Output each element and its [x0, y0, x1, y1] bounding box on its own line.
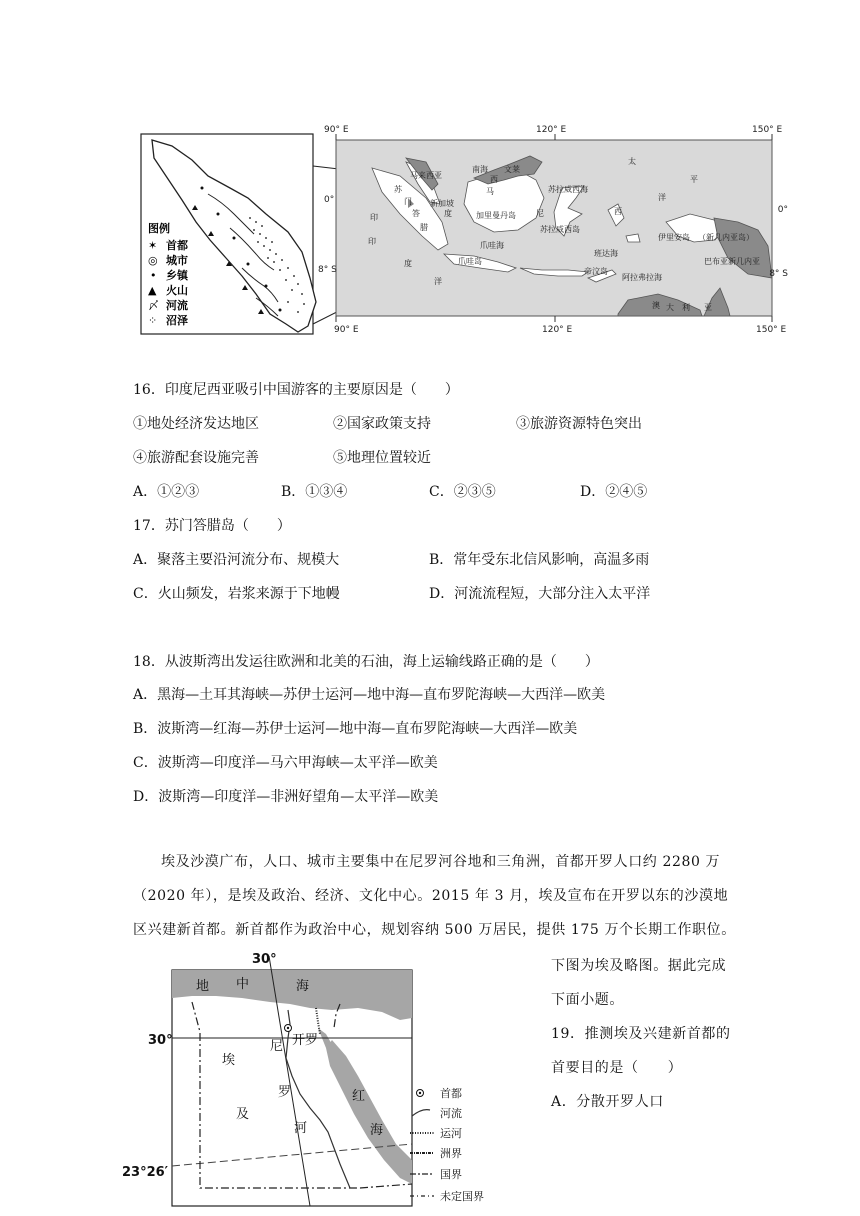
- place-label: 苏拉威西海: [548, 185, 588, 194]
- place-label: 帝汶岛: [584, 267, 608, 276]
- question-18-stem: 18．从波斯湾出发运往欧洲和北美的石油，海上运输线路正确的是（ ）: [133, 654, 599, 670]
- question-19-stem: 首要目的是（ ）: [551, 1060, 683, 1076]
- option: C．波斯湾—印度洋—马六甲海峡—太平洋—欧美: [133, 755, 438, 771]
- lon-label: 30°: [252, 952, 277, 967]
- statement: ③旅游资源特色突出: [516, 416, 642, 432]
- place-label: 埃: [222, 1053, 236, 1068]
- legend-item: 首都: [166, 239, 188, 252]
- legend-item: 河流: [440, 1107, 462, 1120]
- lon-label: 150° E: [756, 325, 787, 335]
- lon-label: 120° E: [542, 325, 573, 335]
- lon-label: 90° E: [324, 125, 349, 135]
- place-label: 红: [352, 1089, 366, 1104]
- place-label: 大: [666, 303, 674, 312]
- question-19-stem: 19．推测埃及兴建新首都的: [551, 1026, 731, 1042]
- option: B．①③④: [281, 484, 348, 500]
- statement: ④旅游配套设施完善: [133, 450, 259, 466]
- legend-item: 城市: [166, 254, 188, 267]
- lat-label: 8° S: [769, 269, 788, 279]
- lat-label: 0°: [324, 195, 335, 205]
- legend-item: 未定国界: [440, 1190, 484, 1203]
- place-label: 利: [682, 303, 690, 312]
- place-label: 南海: [472, 165, 488, 174]
- place-label: 西: [614, 207, 622, 216]
- option: A．分散开罗人口: [551, 1094, 664, 1110]
- place-label: 海: [296, 979, 310, 994]
- river-icon: 〆: [148, 299, 159, 312]
- lon-label: 90° E: [334, 325, 359, 335]
- option: C．火山频发，岩浆来源于下地幔: [133, 586, 340, 602]
- option: B．常年受东北信风影响，高温多雨: [429, 552, 650, 568]
- legend-item: 火山: [166, 284, 188, 297]
- place-label: 答: [412, 209, 420, 218]
- passage-line: 埃及沙漠广布，人口、城市主要集中在尼罗河谷地和三角洲，首都开罗人口约 2280 万: [161, 854, 721, 870]
- place-label: 巴布亚新几内亚: [704, 257, 760, 266]
- place-label: 文莱: [504, 165, 520, 174]
- place-label: 开罗: [292, 1033, 319, 1048]
- place-label: 平: [690, 175, 698, 184]
- passage-side-line: 下面小题。: [551, 992, 624, 1008]
- place-label: 澳: [652, 301, 660, 310]
- question-17-stem: 17．苏门答腊岛（ ）: [133, 518, 291, 534]
- legend-item: 沼泽: [166, 314, 188, 327]
- place-label: 尼: [536, 209, 544, 218]
- option: C．②③⑤: [429, 484, 496, 500]
- place-label: 度: [404, 259, 412, 268]
- place-label: 洋: [434, 277, 442, 286]
- legend-item: 乡镇: [166, 269, 188, 282]
- place-label: 度: [444, 209, 452, 218]
- place-label: 及: [236, 1107, 250, 1122]
- place-label: 罗: [278, 1085, 292, 1100]
- place-label: 太: [628, 157, 636, 166]
- place-label: 中: [236, 977, 250, 992]
- place-label: 加里曼丹岛: [476, 211, 516, 220]
- statement: ②国家政策支持: [333, 416, 431, 432]
- capital-icon: ✶: [148, 239, 158, 252]
- place-label: 马: [486, 187, 494, 196]
- place-label: 印: [370, 213, 378, 222]
- legend-item: 洲界: [440, 1147, 462, 1160]
- place-label: 西: [490, 175, 498, 184]
- town-icon: •: [150, 269, 157, 282]
- legend-item: 国界: [440, 1168, 462, 1181]
- option: A．黑海—土耳其海峡—苏伊士运河—地中海—直布罗陀海峡—大西洋—欧美: [133, 687, 606, 703]
- lat-label: 8° S: [318, 265, 337, 275]
- place-label: 苏: [394, 185, 402, 194]
- place-label: 洋: [658, 193, 666, 202]
- statement: ⑤地理位置较近: [333, 450, 431, 466]
- lat-label: 23°26′: [122, 1165, 169, 1180]
- city-icon: ◎: [148, 254, 158, 267]
- passage-side-line: 下图为埃及略图。据此完成: [551, 958, 727, 974]
- place-label: 亚: [704, 303, 712, 312]
- place-label: 马来西亚: [410, 171, 442, 180]
- volcano-icon: ▲: [148, 284, 157, 297]
- question-16-stem: 16．印度尼西亚吸引中国游客的主要原因是（ ）: [133, 382, 459, 398]
- place-label: 伊里安岛: [658, 233, 690, 242]
- option: D．②④⑤: [580, 484, 648, 500]
- statement: ①地处经济发达地区: [133, 416, 259, 432]
- place-label: 爪哇岛: [458, 257, 482, 266]
- legend-title: 图例: [148, 222, 170, 235]
- place-label: 班达海: [594, 249, 618, 258]
- place-label: 门: [404, 197, 412, 206]
- place-label: 新加坡: [430, 199, 454, 208]
- lon-label: 150° E: [752, 125, 783, 135]
- legend-item: 首都: [440, 1087, 462, 1100]
- lat-label: 30°: [148, 1033, 173, 1048]
- place-label: 地: [196, 979, 210, 994]
- lat-label: 0°: [777, 205, 788, 215]
- passage-line: 区兴建新首都。新首都作为政治中心，规划容纳 500 万居民，提供 175 万个长期工作职位。: [133, 922, 736, 938]
- place-label: 河: [294, 1121, 308, 1136]
- option: D．波斯湾—印度洋—非洲好望角—太平洋—欧美: [133, 789, 439, 805]
- place-label: 阿拉弗拉海: [622, 273, 662, 282]
- place-label: 海: [370, 1123, 384, 1138]
- indonesia-map: [138, 118, 788, 340]
- egypt-map: [120, 948, 500, 1210]
- place-label: （新几内亚岛）: [698, 233, 754, 242]
- swamp-icon: ⁘: [148, 314, 158, 327]
- place-label: 印: [368, 237, 376, 246]
- river-legend-icon: [412, 1110, 430, 1116]
- place-label: 腊: [420, 223, 428, 232]
- place-label: 爪哇海: [480, 241, 504, 250]
- option: A．①②③: [133, 484, 200, 500]
- option: B．波斯湾—红海—苏伊士运河—地中海—直布罗陀海峡—大西洋—欧美: [133, 721, 578, 737]
- option: D．河流流程短，大部分注入太平洋: [429, 586, 651, 602]
- legend-item: 河流: [166, 299, 188, 312]
- option: A．聚落主要沿河流分布、规模大: [133, 552, 340, 568]
- passage-line: （2020 年），是埃及政治、经济、文化中心。2015 年 3 月，埃及宣布在开罗以东的沙漠地: [133, 888, 729, 904]
- legend-item: 运河: [440, 1127, 462, 1140]
- place-label: 苏拉威西岛: [540, 225, 580, 234]
- lon-label: 120° E: [536, 125, 567, 135]
- place-label: 尼: [270, 1039, 284, 1054]
